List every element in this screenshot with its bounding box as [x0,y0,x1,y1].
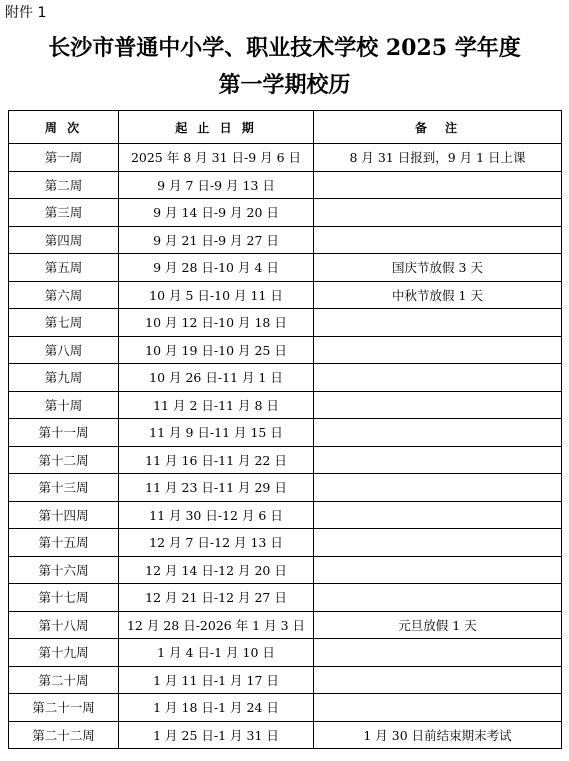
table-row [9,584,562,612]
table-row [9,254,562,282]
table-header [9,111,562,144]
table-row [9,666,562,694]
dates-cell: 11 月 16 日-11 月 22 日 [119,446,314,474]
note-cell [314,199,562,227]
table-row [9,226,562,254]
week-cell: 第二十一周 [9,694,119,722]
table-row [9,144,562,172]
note-cell [314,226,562,254]
table-row [9,501,562,529]
week-cell: 第九周 [9,364,119,392]
header-week: 周 次 [9,111,119,144]
week-cell: 第十一周 [9,419,119,447]
dates-cell: 1 月 25 日-1 月 31 日 [119,721,314,749]
week-cell: 第七周 [9,309,119,337]
note-cell: 1 月 30 日前结束期末考试 [314,721,562,749]
dates-cell: 9 月 21 日-9 月 27 日 [119,226,314,254]
dates-cell: 12 月 14 日-12 月 20 日 [119,556,314,584]
note-cell [314,391,562,419]
dates-cell: 11 月 9 日-11 月 15 日 [119,419,314,447]
week-cell: 第二十周 [9,666,119,694]
table-row [9,639,562,667]
week-cell: 第十九周 [9,639,119,667]
week-cell: 第十七周 [9,584,119,612]
dates-cell: 10 月 12 日-10 月 18 日 [119,309,314,337]
week-cell: 第三周 [9,199,119,227]
document-title: 长沙市普通中小学、职业技术学校 2025 学年度 [48,35,521,61]
week-cell: 第六周 [9,281,119,309]
dates-cell: 9 月 14 日-9 月 20 日 [119,199,314,227]
table-row [9,694,562,722]
note-cell [314,694,562,722]
week-cell: 第二周 [9,171,119,199]
dates-cell: 1 月 4 日-1 月 10 日 [119,639,314,667]
note-cell [314,666,562,694]
note-cell [314,529,562,557]
note-cell [314,309,562,337]
table-body [9,144,562,749]
table-row [9,336,562,364]
note-cell [314,501,562,529]
header-notes: 备 注 [314,111,562,144]
dates-cell: 1 月 18 日-1 月 24 日 [119,694,314,722]
week-cell: 第四周 [9,226,119,254]
note-cell [314,419,562,447]
table-row [9,419,562,447]
table-row [9,529,562,557]
note-cell [314,639,562,667]
week-cell: 第十四周 [9,501,119,529]
note-cell [314,364,562,392]
dates-cell: 11 月 30 日-12 月 6 日 [119,501,314,529]
week-cell: 第五周 [9,254,119,282]
table-row [9,556,562,584]
note-cell [314,171,562,199]
document-subtitle: 第一学期校历 [218,72,351,98]
table-header-row [9,111,562,144]
dates-cell: 12 月 7 日-12 月 13 日 [119,529,314,557]
table-row [9,364,562,392]
note-cell: 国庆节放假 3 天 [314,254,562,282]
dates-cell: 12 月 21 日-12 月 27 日 [119,584,314,612]
week-cell: 第一周 [9,144,119,172]
week-cell: 第十二周 [9,446,119,474]
week-cell: 第十五周 [9,529,119,557]
week-cell: 第十六周 [9,556,119,584]
table-row [9,199,562,227]
note-cell [314,336,562,364]
dates-cell: 10 月 5 日-10 月 11 日 [119,281,314,309]
table-row [9,391,562,419]
dates-cell: 9 月 28 日-10 月 4 日 [119,254,314,282]
dates-cell: 11 月 23 日-11 月 29 日 [119,474,314,502]
school-calendar-table [8,110,562,749]
table-row [9,721,562,749]
note-cell: 中秋节放假 1 天 [314,281,562,309]
note-cell [314,584,562,612]
table-row [9,309,562,337]
week-cell: 第十周 [9,391,119,419]
week-cell: 第十八周 [9,611,119,639]
dates-cell: 10 月 19 日-10 月 25 日 [119,336,314,364]
table-row [9,446,562,474]
dates-cell: 9 月 7 日-9 月 13 日 [119,171,314,199]
week-cell: 第八周 [9,336,119,364]
dates-cell: 11 月 2 日-11 月 8 日 [119,391,314,419]
note-cell [314,556,562,584]
note-cell [314,474,562,502]
note-cell: 8 月 31 日报到，9 月 1 日上课 [314,144,562,172]
dates-cell: 1 月 11 日-1 月 17 日 [119,666,314,694]
week-cell: 第二十二周 [9,721,119,749]
table-row [9,611,562,639]
header-dates: 起 止 日 期 [119,111,314,144]
attachment-label: 附件 1 [5,5,47,21]
week-cell: 第十三周 [9,474,119,502]
table-row [9,474,562,502]
table-row [9,281,562,309]
dates-cell: 12 月 28 日-2026 年 1 月 3 日 [119,611,314,639]
note-cell [314,446,562,474]
table-row [9,171,562,199]
dates-cell: 10 月 26 日-11 月 1 日 [119,364,314,392]
note-cell: 元旦放假 1 天 [314,611,562,639]
dates-cell: 2025 年 8 月 31 日-9 月 6 日 [119,144,314,172]
